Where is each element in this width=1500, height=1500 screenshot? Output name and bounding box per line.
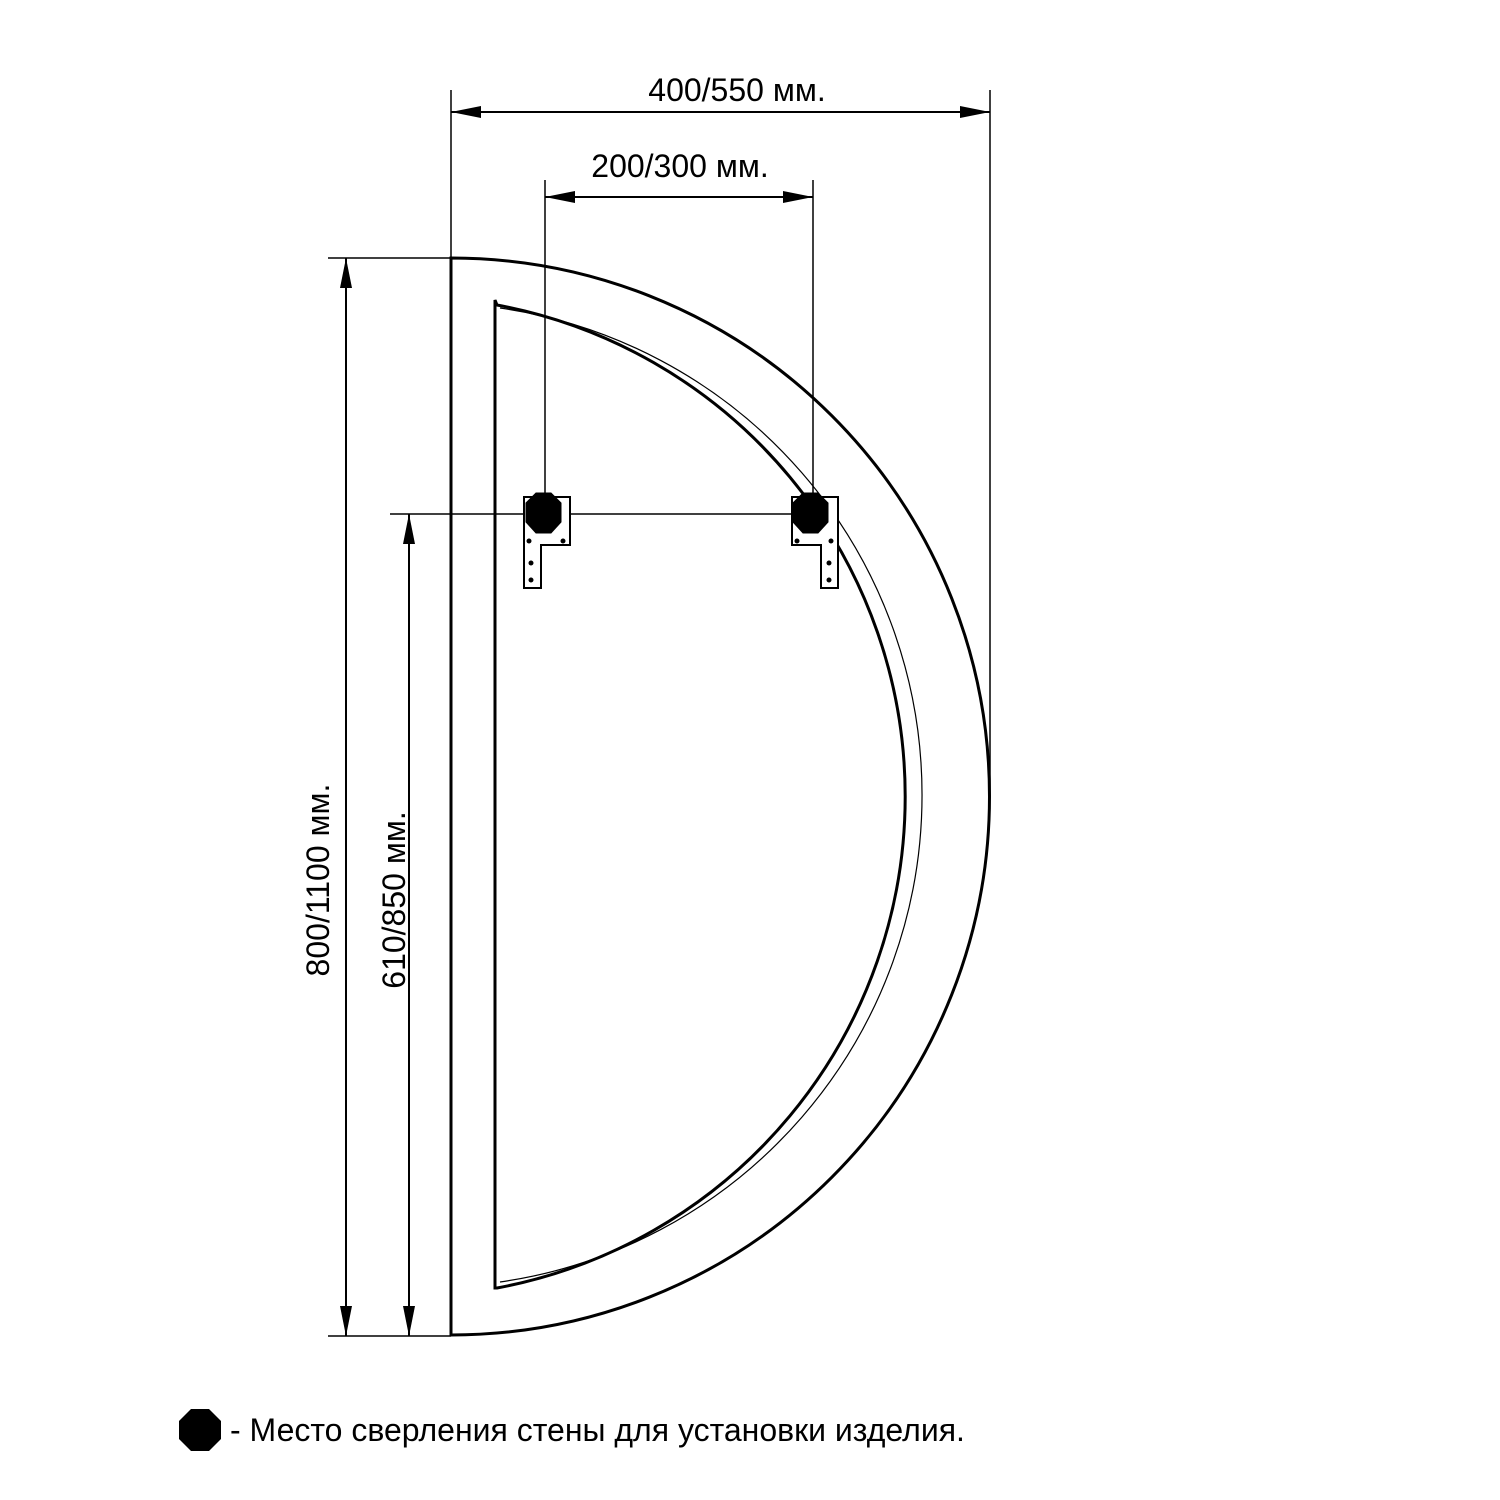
legend-text: - Место сверления стены для установки изделия. bbox=[230, 1411, 965, 1448]
legend bbox=[178, 1406, 965, 1454]
height-dimension-label: 800/1100 мм. bbox=[300, 783, 336, 977]
mount-spacing-dimension-label: 200/300 мм. bbox=[591, 148, 769, 184]
extension-lines bbox=[328, 90, 990, 1336]
outer-frame bbox=[451, 258, 989, 1335]
octagon-drill-point-icon bbox=[178, 1408, 222, 1452]
drill-point-left-icon bbox=[526, 493, 561, 533]
mounting-bracket-left bbox=[524, 493, 570, 588]
inner-frame-highlight bbox=[500, 308, 922, 1282]
width-dimension-label: 400/550 мм. bbox=[648, 72, 826, 108]
drill-point-right-icon bbox=[793, 493, 828, 533]
dimension-lines bbox=[346, 112, 990, 1336]
mounting-bracket-right bbox=[792, 493, 838, 588]
inner-frame bbox=[495, 300, 905, 1288]
mount-height-dimension-label: 610/850 мм. bbox=[376, 811, 412, 989]
mirror-outline bbox=[451, 258, 989, 1335]
